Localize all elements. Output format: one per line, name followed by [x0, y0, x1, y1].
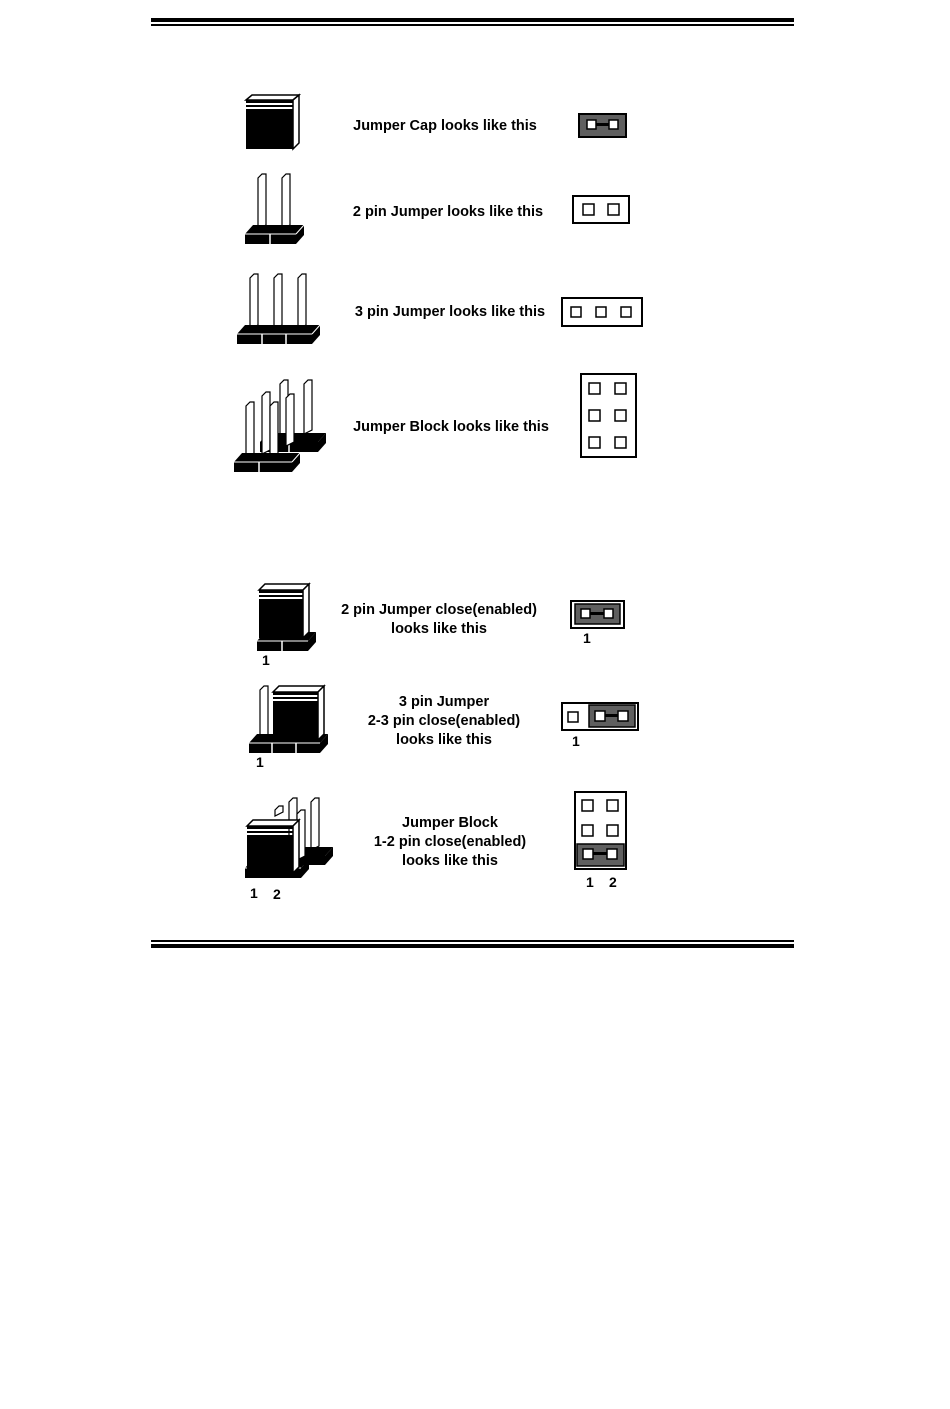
jumper-cap-symbol [578, 113, 628, 139]
block-close-symbol [574, 791, 630, 873]
block-close-3d-illustration [243, 794, 335, 886]
two-pin-close-label: 2 pin Jumper close(enabled) looks like this [341, 602, 537, 637]
jumper-block-symbol [580, 373, 640, 461]
two-pin-jumper-3d-illustration [240, 172, 310, 248]
two-pin-close-symbol-pin1-label: 1 [583, 630, 591, 646]
three-pin-close-symbol-pin1-label: 1 [572, 733, 580, 749]
two-pin-jumper-symbol [572, 195, 632, 225]
three-pin-close-3d-pin1-label: 1 [256, 754, 264, 770]
jumper-block-3d-illustration [232, 376, 332, 476]
jumper-cap-label: Jumper Cap looks like this [353, 118, 537, 134]
block-close-symbol-pin1-label: 1 [586, 874, 594, 890]
three-pin-jumper-symbol [561, 297, 645, 329]
three-pin-close-label: 3 pin Jumper 2-3 pin close(enabled) looks like this [367, 694, 521, 748]
block-close-symbol-pin2-label: 2 [609, 874, 617, 890]
jumper-block-label: Jumper Block looks like this [353, 419, 549, 435]
jumper-cap-3d-illustration [240, 94, 310, 154]
two-pin-jumper-label: 2 pin Jumper looks like this [352, 204, 544, 220]
three-pin-jumper-3d-illustration [234, 272, 324, 348]
two-pin-close-symbol [570, 600, 628, 630]
block-close-label: Jumper Block 1-2 pin close(enabled) looks like this [373, 815, 527, 869]
two-pin-close-3d-pin1-label: 1 [262, 652, 270, 668]
block-close-3d-pin1-label: 1 [250, 885, 258, 901]
three-pin-close-3d-illustration [246, 684, 332, 756]
two-pin-close-3d-illustration [252, 582, 322, 654]
three-pin-close-symbol [561, 702, 641, 732]
three-pin-jumper-label: 3 pin Jumper looks like this [354, 304, 546, 320]
block-close-3d-pin2-label: 2 [273, 886, 281, 902]
